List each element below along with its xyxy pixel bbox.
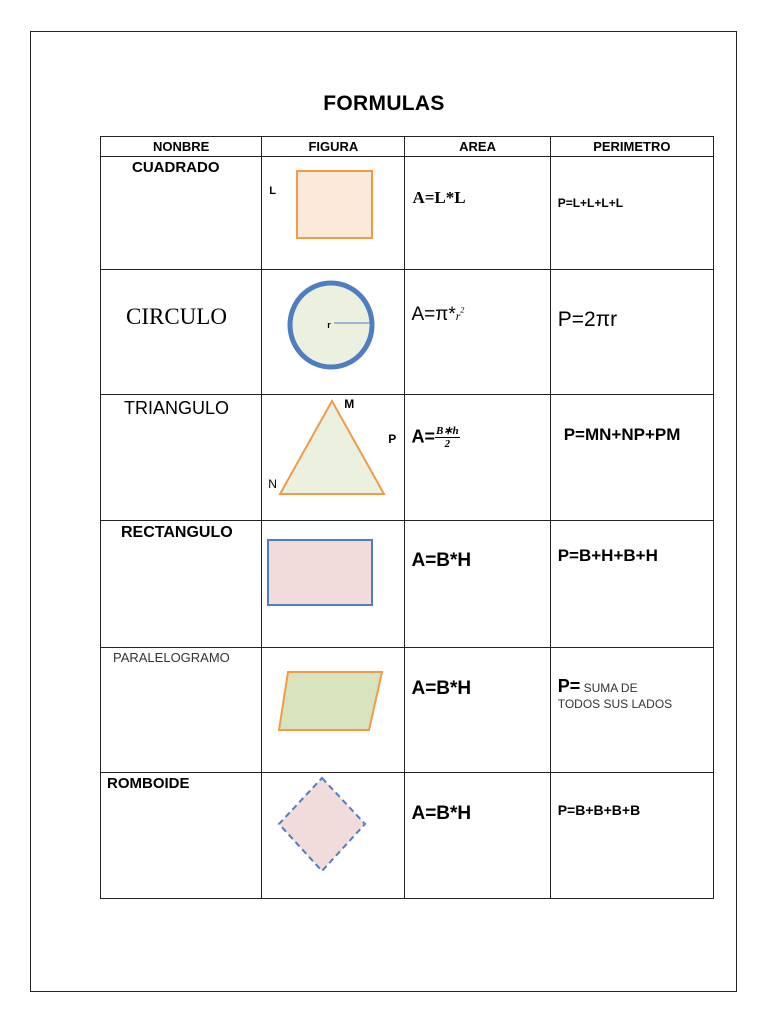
header-name: NONBRE: [101, 137, 262, 157]
shape-name: CUADRADO: [132, 159, 220, 176]
perimeter-formula: P=B+B+B+B: [557, 802, 641, 818]
vertex-p-label: P: [388, 432, 397, 446]
name-cell: [101, 648, 262, 773]
area-cell: [405, 157, 550, 270]
area-radius: r: [455, 309, 461, 323]
name-cell: [101, 395, 262, 521]
rhomboid-shape: [262, 773, 405, 898]
figure-cell: [262, 648, 405, 773]
parallelogram-shape: [262, 648, 405, 772]
header-perimeter: PERIMETRO: [550, 137, 713, 157]
area-exponent: 2: [460, 305, 465, 315]
circle-shape: [262, 270, 405, 394]
vertex-m-label: M: [344, 397, 355, 411]
header-area: AREA: [405, 137, 550, 157]
area-cell: [405, 270, 550, 395]
name-cell: [101, 157, 262, 270]
area-cell: [405, 773, 550, 899]
perimeter-cell: [550, 270, 713, 395]
area-prefix: A=: [411, 426, 435, 447]
document-title: FORMULAS: [323, 92, 445, 115]
area-formula: A=L*L: [412, 188, 466, 207]
area-cell: [405, 648, 550, 773]
perimeter-cell: [550, 521, 713, 648]
perimeter-formula: P=B+H+B+H: [557, 546, 658, 565]
triangle-shape: [262, 395, 405, 520]
area-cell: [405, 521, 550, 648]
area-cell: [405, 395, 550, 521]
perimeter-formula: P=L+L+L+L: [557, 196, 624, 210]
area-numerator: B∗h: [435, 425, 459, 437]
table-row-square: [101, 157, 714, 270]
perimeter-formula: [558, 678, 672, 712]
figure-cell: [262, 270, 405, 395]
perimeter-cell: [550, 648, 713, 773]
perimeter-formula: P=MN+NP+PM: [563, 425, 681, 444]
table-row-circle: [101, 270, 714, 395]
shape-name: PARALELOGRAMO: [113, 650, 230, 665]
area-formula: A=B*H: [411, 550, 472, 571]
figure-cell: [262, 521, 405, 648]
area-prefix: A=π*: [411, 304, 456, 325]
figure-cell: [262, 157, 405, 270]
shape-name: CIRCULO: [126, 304, 227, 329]
square-shape: [262, 157, 405, 269]
perimeter-prefix: P=: [557, 676, 581, 696]
radius-label: r: [327, 320, 331, 330]
rectangle-shape: [262, 521, 405, 647]
formulas-table: [100, 136, 714, 899]
area-formula: [411, 425, 459, 450]
area-formula: A=B*H: [411, 678, 472, 699]
area-formula: [411, 304, 464, 326]
table-row-triangle: [101, 395, 714, 521]
area-formula: A=B*H: [411, 803, 472, 824]
area-fraction: [435, 425, 460, 450]
shape-name: RECTANGULO: [121, 524, 233, 541]
perimeter-line-1: SUMA DE: [580, 681, 638, 695]
shape-name: TRIANGULO: [124, 398, 230, 418]
vertex-n-label: N: [268, 477, 277, 491]
perimeter-cell: [550, 157, 713, 270]
perimeter-cell: [550, 773, 713, 899]
table-row-rectangle: [101, 521, 714, 648]
header-row: [101, 137, 714, 157]
table-row-rhomboid: [101, 773, 714, 899]
name-cell: [101, 521, 262, 648]
table-row-parallelogram: [101, 648, 714, 773]
name-cell: [101, 773, 262, 899]
header-figure: FIGURA: [262, 137, 405, 157]
name-cell: [101, 270, 262, 395]
area-denominator: 2: [444, 438, 451, 450]
perimeter-formula: P=2πr: [557, 308, 618, 331]
perimeter-line-2: TODOS SUS LADOS: [557, 697, 673, 711]
perimeter-cell: [550, 395, 713, 521]
side-label: L: [269, 185, 276, 197]
figure-cell: [262, 773, 405, 899]
figure-cell: [262, 395, 405, 521]
shape-name: ROMBOIDE: [107, 775, 190, 792]
